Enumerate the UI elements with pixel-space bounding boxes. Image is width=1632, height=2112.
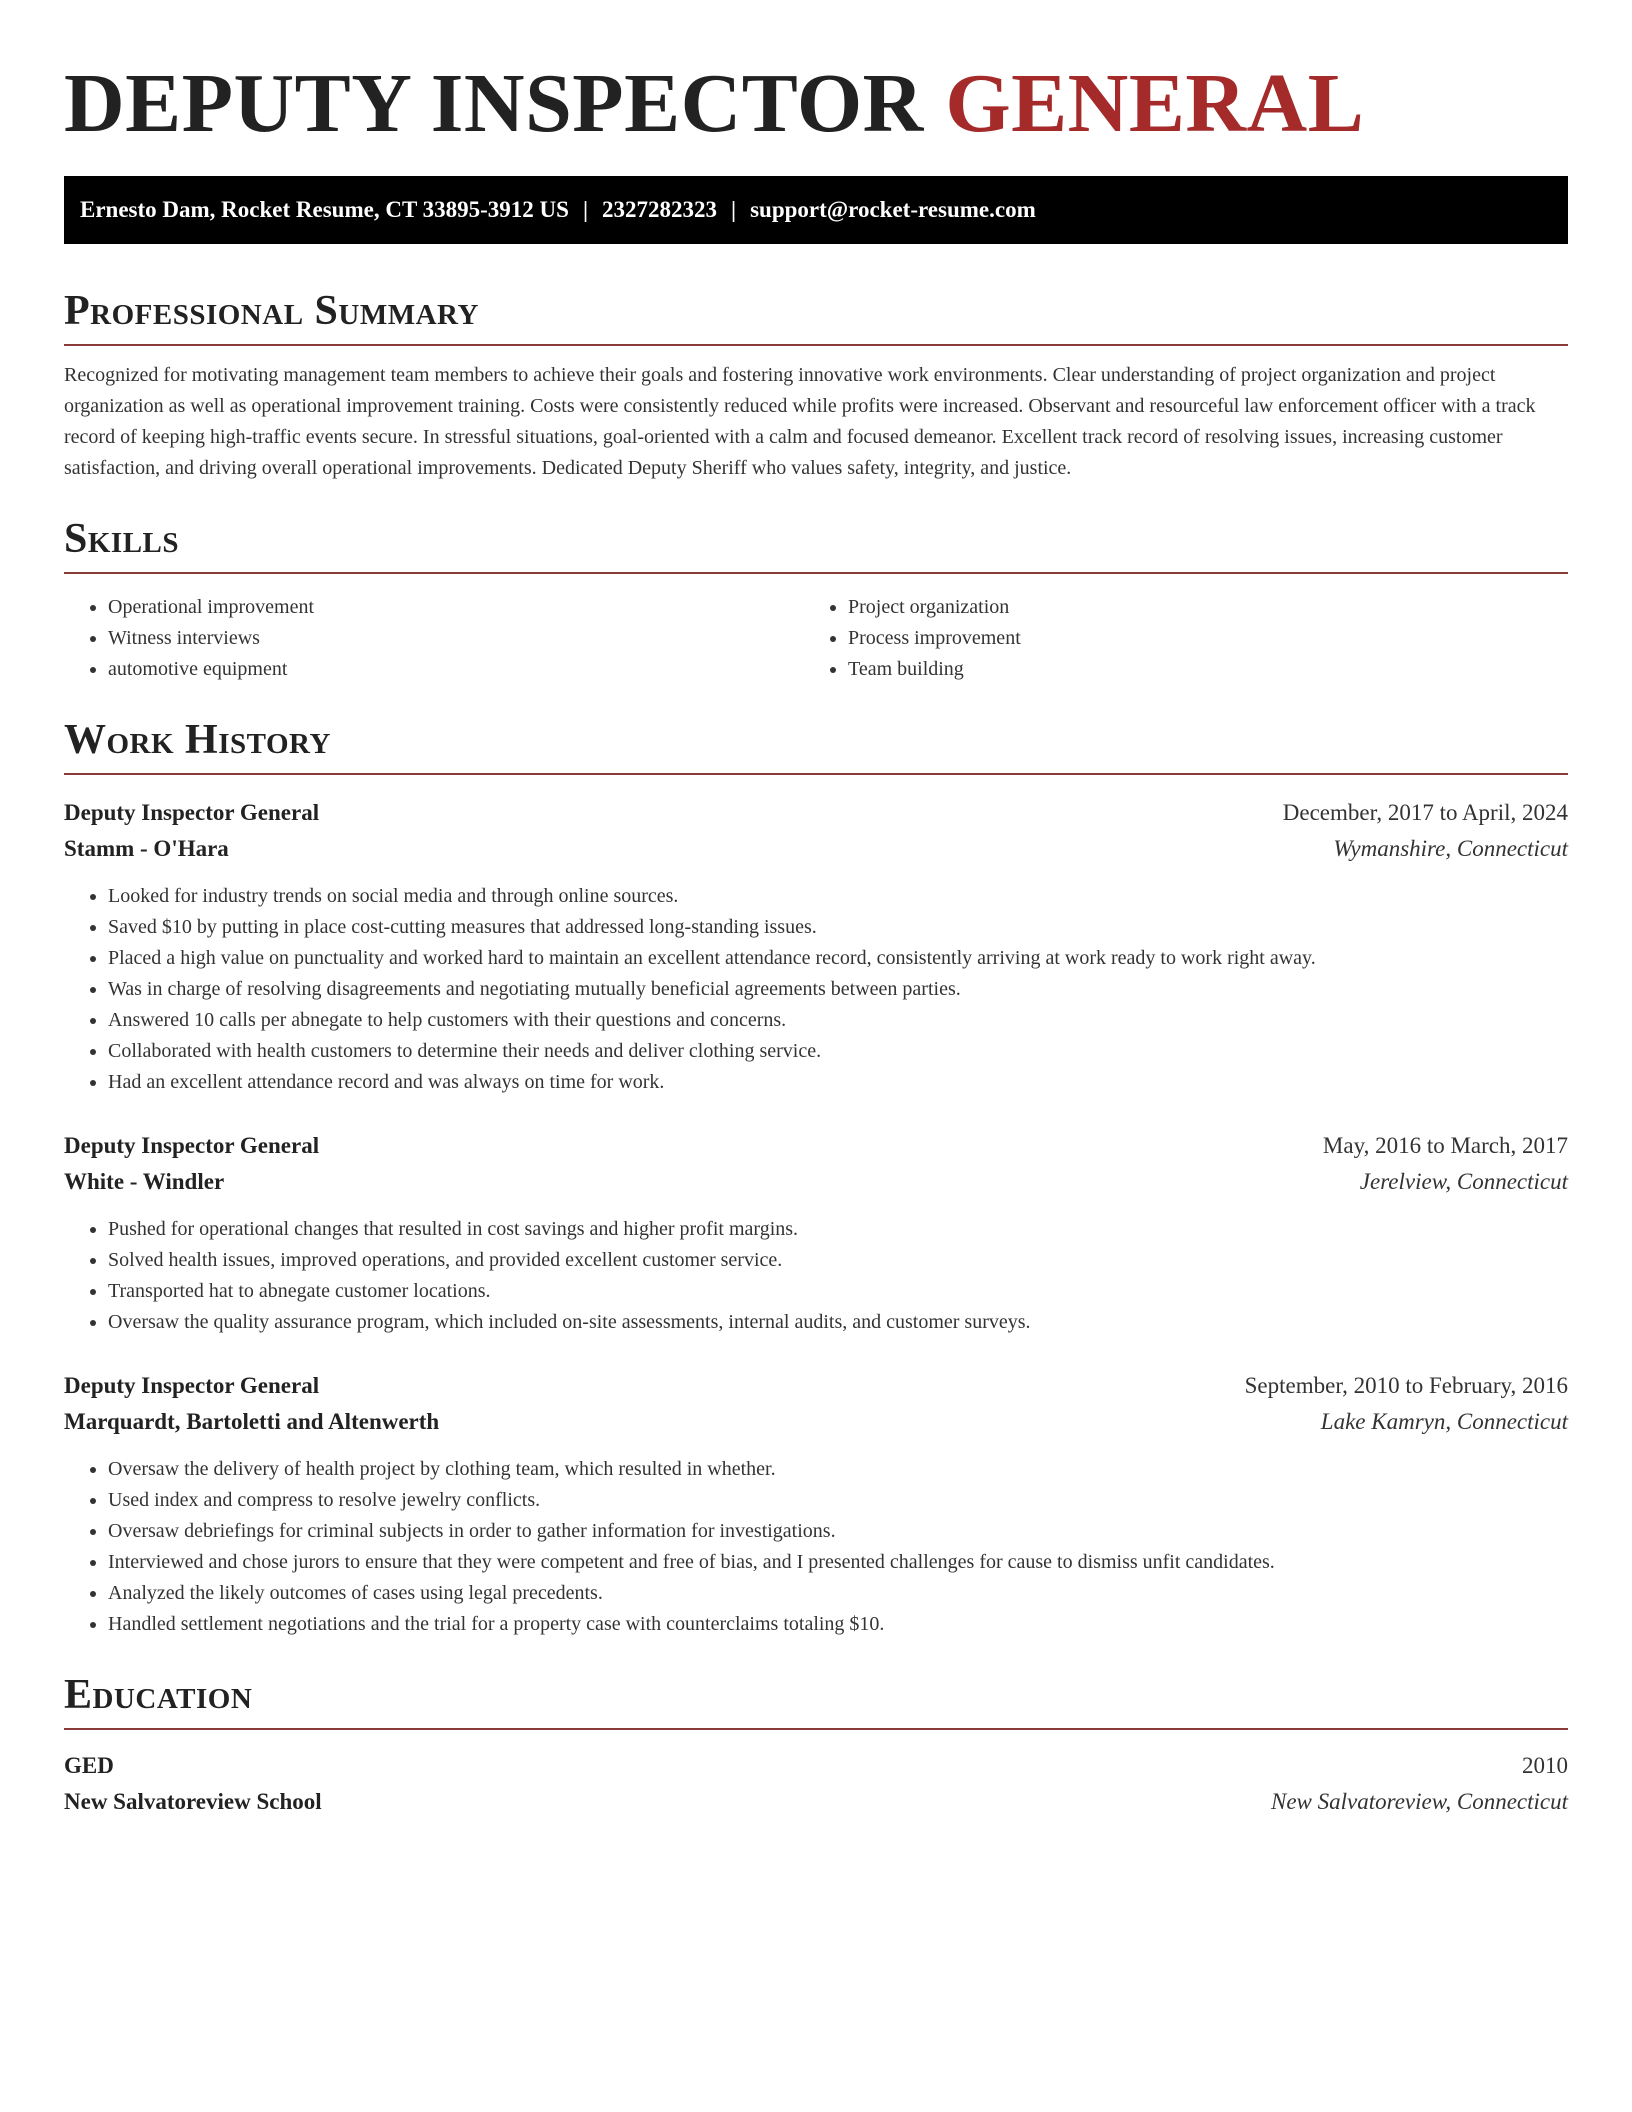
job-bullet: • Saved $10 by putting in place cost-cutting measures that addressed long-standing issues. — [108, 912, 1568, 943]
job-bullet: • Placed a high value on punctuality and worked hard to maintain an excellent attendance record, consistently arriving at work ready to work right away. — [108, 943, 1568, 974]
education-entry — [64, 1748, 1568, 1820]
summary-section — [64, 286, 1568, 484]
job-company: Stamm - O'Hara — [64, 836, 229, 861]
skill-item: • Witness interviews — [108, 623, 804, 654]
job-company-row — [64, 831, 1568, 867]
education-section — [64, 1670, 1568, 1820]
job-bullet: • Answered 10 calls per abnegate to help customers with their questions and concerns. — [108, 1005, 1568, 1036]
job-bullet: • Transported hat to abnegate customer locations. — [108, 1276, 1568, 1307]
summary-heading: Professional Summary — [64, 286, 1568, 346]
job-bullet: • Used index and compress to resolve jewelry conflicts. — [108, 1485, 1568, 1516]
title-accent: GENERAL — [945, 57, 1365, 150]
job-bullet: • Had an excellent attendance record and was always on time for work. — [108, 1067, 1568, 1098]
job-entry — [64, 1128, 1568, 1338]
job-bullet: • Interviewed and chose jurors to ensure that they were competent and free of bias, and I presented challenges for cause to dismiss unfit candidates. — [108, 1547, 1568, 1578]
job-bullet: • Looked for industry trends on social media and through online sources. — [108, 881, 1568, 912]
job-company: White - Windler — [64, 1169, 225, 1194]
work-history-section — [64, 715, 1568, 1640]
contact-separator: | — [582, 197, 589, 222]
skills-grid — [64, 592, 1568, 685]
skill-item: • Process improvement — [848, 623, 1544, 654]
job-bullet: • Oversaw the quality assurance program, which included on-site assessments, internal audits, and customer surveys. — [108, 1307, 1568, 1338]
title-main: DEPUTY INSPECTOR — [64, 57, 924, 150]
job-bullets — [64, 1214, 1568, 1338]
job-title: Deputy Inspector General — [64, 800, 320, 825]
education-header-row — [64, 1748, 1568, 1784]
job-dates: May, 2016 to March, 2017 — [1322, 1133, 1568, 1158]
skills-list-right — [804, 592, 1544, 685]
job-title: Deputy Inspector General — [64, 1133, 320, 1158]
job-location: Lake Kamryn, Connecticut — [1320, 1409, 1568, 1434]
job-bullet: • Solved health issues, improved operations, and provided excellent customer service. — [108, 1245, 1568, 1276]
job-bullet: • Handled settlement negotiations and the trial for a property case with counterclaims totaling $10. — [108, 1609, 1568, 1640]
education-degree: GED — [64, 1753, 114, 1778]
skills-heading: Skills — [64, 514, 1568, 574]
job-bullet: • Oversaw the delivery of health project by clothing team, which resulted in whether. — [108, 1454, 1568, 1485]
contact-phone: 2327282323 — [602, 197, 718, 222]
contact-address: Ernesto Dam, Rocket Resume, CT 33895-3912 US — [80, 197, 569, 222]
contact-email: support@rocket-resume.com — [750, 197, 1036, 222]
job-bullets — [64, 881, 1568, 1098]
job-bullet: • Was in charge of resolving disagreements and negotiating mutually beneficial agreements between parties. — [108, 974, 1568, 1005]
resume-page — [64, 0, 1568, 1820]
education-school: New Salvatoreview School — [64, 1789, 322, 1814]
education-location: New Salvatoreview, Connecticut — [1270, 1789, 1568, 1814]
education-school-row — [64, 1784, 1568, 1820]
job-company: Marquardt, Bartoletti and Altenwerth — [64, 1409, 440, 1434]
skills-list-left — [64, 592, 804, 685]
contact-bar — [64, 176, 1568, 244]
skills-section — [64, 514, 1568, 685]
job-title: Deputy Inspector General — [64, 1373, 320, 1398]
job-dates: September, 2010 to February, 2016 — [1244, 1373, 1568, 1398]
job-bullet: • Oversaw debriefings for criminal subjects in order to gather information for investigations. — [108, 1516, 1568, 1547]
job-entry — [64, 1368, 1568, 1640]
education-year: 2010 — [1522, 1753, 1568, 1778]
skill-item: • Project organization — [848, 592, 1544, 623]
job-company-row — [64, 1404, 1568, 1440]
job-company-row — [64, 1164, 1568, 1200]
skill-item: • automotive equipment — [108, 654, 804, 685]
work-history-heading: Work History — [64, 715, 1568, 775]
job-entry — [64, 795, 1568, 1098]
job-bullet: • Pushed for operational changes that resulted in cost savings and higher profit margins. — [108, 1214, 1568, 1245]
skill-item: • Team building — [848, 654, 1544, 685]
summary-text: Recognized for motivating management team members to achieve their goals and fostering innovative work environments. Clear understanding of project organization and project organization as well as operational improvement training. Costs were consistently reduced while profits were increased. Observant and resourceful law enforcement officer with a track record of keeping high-traffic events secure. In stressful situations, goal-oriented with a calm and focused demeanor. Excellent track record of resolving issues, increasing customer satisfaction, and driving overall operational improvements. Dedicated Deputy Sheriff who values safety, integrity, and justice. — [64, 364, 1536, 479]
job-header-row — [64, 795, 1568, 831]
job-header-row — [64, 1368, 1568, 1404]
job-location: Jerelview, Connecticut — [1359, 1169, 1568, 1194]
skill-item: • Operational improvement — [108, 592, 804, 623]
job-bullets — [64, 1454, 1568, 1640]
job-header-row — [64, 1128, 1568, 1164]
job-bullet: • Analyzed the likely outcomes of cases using legal precedents. — [108, 1578, 1568, 1609]
contact-separator: | — [731, 197, 737, 222]
resume-title — [64, 56, 1568, 152]
job-bullet: • Collaborated with health customers to determine their needs and deliver clothing service. — [108, 1036, 1568, 1067]
job-location: Wymanshire, Connecticut — [1333, 836, 1568, 861]
job-dates: December, 2017 to April, 2024 — [1282, 800, 1568, 825]
education-heading: Education — [64, 1670, 1568, 1730]
